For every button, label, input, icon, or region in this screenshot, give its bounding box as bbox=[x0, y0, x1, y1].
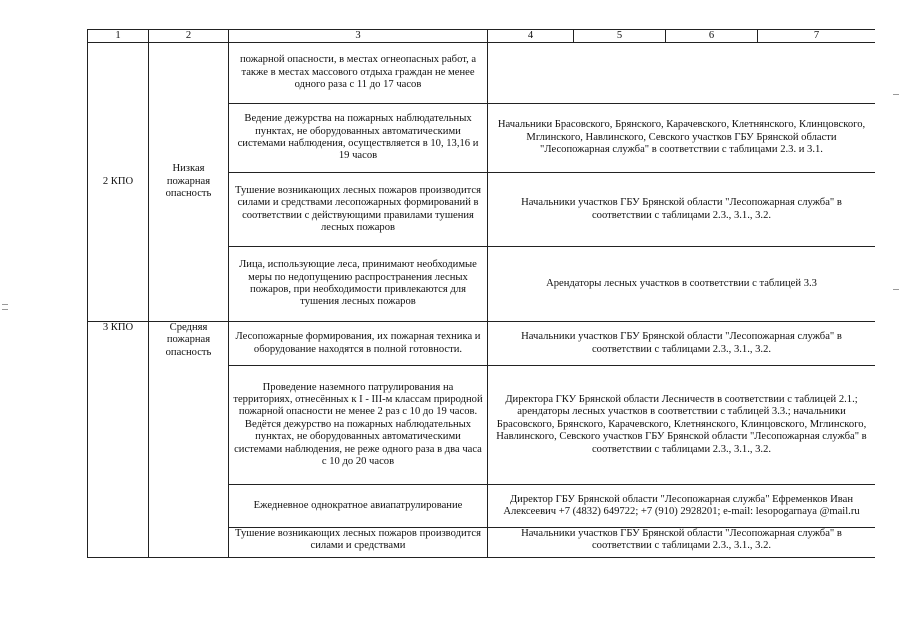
measure-cell: Ведение дежурства на пожарных наблюдательных пунктах, не оборудованных автоматическими системами наблюдения, осуществляется в 10, 13,16 и 19 часов bbox=[229, 104, 488, 173]
scan-mark bbox=[2, 304, 8, 305]
header-cell: 1 bbox=[88, 30, 149, 43]
danger-label: Низкая пожарная опасность bbox=[165, 163, 212, 200]
header-cell: 4 bbox=[488, 30, 574, 43]
danger-cell bbox=[149, 43, 229, 322]
header-cell: 5 bbox=[574, 30, 666, 43]
measure-cell: Ежедневное однократное авиапатрулирование bbox=[229, 485, 488, 528]
responsible-cell: Начальники участков ГБУ Брянской области "Лесопожарная служба" в соответствии с таблицами 2.3., 3.1., 3.2. bbox=[488, 528, 876, 558]
measure-cell: Проведение наземного патрулирования на территориях, отнесённых к I - III-м классам природной пожарной опасности не менее 2 раз с 10 до 19 часов. Ведётся дежурство на пожарных наблюдательных пунктах, не оборудованных автоматическими системами наблюдения, не реже одного раза в два часа с 10 до 20 часов bbox=[229, 366, 488, 485]
header-cell: 6 bbox=[666, 30, 758, 43]
responsible-cell: Арендаторы лесных участков в соответствии с таблицей 3.3 bbox=[488, 247, 876, 322]
header-row bbox=[88, 30, 876, 43]
responsible-cell: Директор ГБУ Брянской области "Лесопожарная служба" Ефременков Иван Алексеевич +7 (4832) 649722; +7 (910) 2928201; e-mail: lesopogarnaya @mail.ru bbox=[488, 485, 876, 528]
measure-cell: Тушение возникающих лесных пожаров производится силами и средствами лесопожарных формирований в соответствии с действующими правилами тушения лесных пожаров bbox=[229, 173, 488, 247]
header-cell: 2 bbox=[149, 30, 229, 43]
measure-cell: Лица, использующие леса, принимают необходимые меры по недопущению распространения лесных пожаров, при необходимости привлекаются для тушения лесных пожаров bbox=[229, 247, 488, 322]
danger-cell: Средняя пожарная опасность bbox=[149, 322, 229, 558]
table-row bbox=[88, 43, 876, 104]
scan-mark bbox=[893, 289, 899, 290]
measure-cell: Лесопожарные формирования, их пожарная техника и оборудование находятся в полной готовности. bbox=[229, 322, 488, 366]
table-row bbox=[88, 322, 876, 366]
fire-danger-table bbox=[87, 29, 875, 558]
level-cell: 3 КПО bbox=[88, 322, 149, 558]
document-page bbox=[87, 29, 875, 559]
measure-cell: пожарной опасности, в местах огнеопасных работ, а также в местах массового отдыха граждан не менее одного раза с 11 до 17 часов bbox=[229, 43, 488, 104]
responsible-cell: Начальники участков ГБУ Брянской области "Лесопожарная служба" в соответствии с таблицами 2.3., 3.1., 3.2. bbox=[488, 173, 876, 247]
scan-mark bbox=[2, 309, 8, 310]
measure-cell: Тушение возникающих лесных пожаров производится силами и средствами bbox=[229, 528, 488, 558]
responsible-cell: Начальники Брасовского, Брянского, Карачевского, Клетнянского, Клинцовского, Мглинского, Навлинского, Севского участков ГБУ Брянской области "Лесопожарная служба" в соответствии с таблицами 2.3. и 3.1. bbox=[488, 104, 876, 173]
header-cell: 7 bbox=[758, 30, 876, 43]
level-label: 2 КПО bbox=[102, 175, 134, 187]
responsible-cell: Директора ГКУ Брянской области Лесничеств в соответствии с таблицей 2.1.; арендаторы лесных участков в соответствии с таблицей 3.3.; начальники Брасовского, Брянского, Карачевского, Клетнянского, Клинцовского, Мглинского, Навлинского, Севского участков ГБУ Брянской области "Лесопожарная служба" в соответствии с таблицами 2.3., 3.1., 3.2. bbox=[488, 366, 876, 485]
responsible-cell bbox=[488, 43, 876, 104]
scan-mark bbox=[893, 94, 899, 95]
level-cell bbox=[88, 43, 149, 322]
header-cell: 3 bbox=[229, 30, 488, 43]
responsible-cell: Начальники участков ГБУ Брянской области "Лесопожарная служба" в соответствии с таблицами 2.3., 3.1., 3.2. bbox=[488, 322, 876, 366]
